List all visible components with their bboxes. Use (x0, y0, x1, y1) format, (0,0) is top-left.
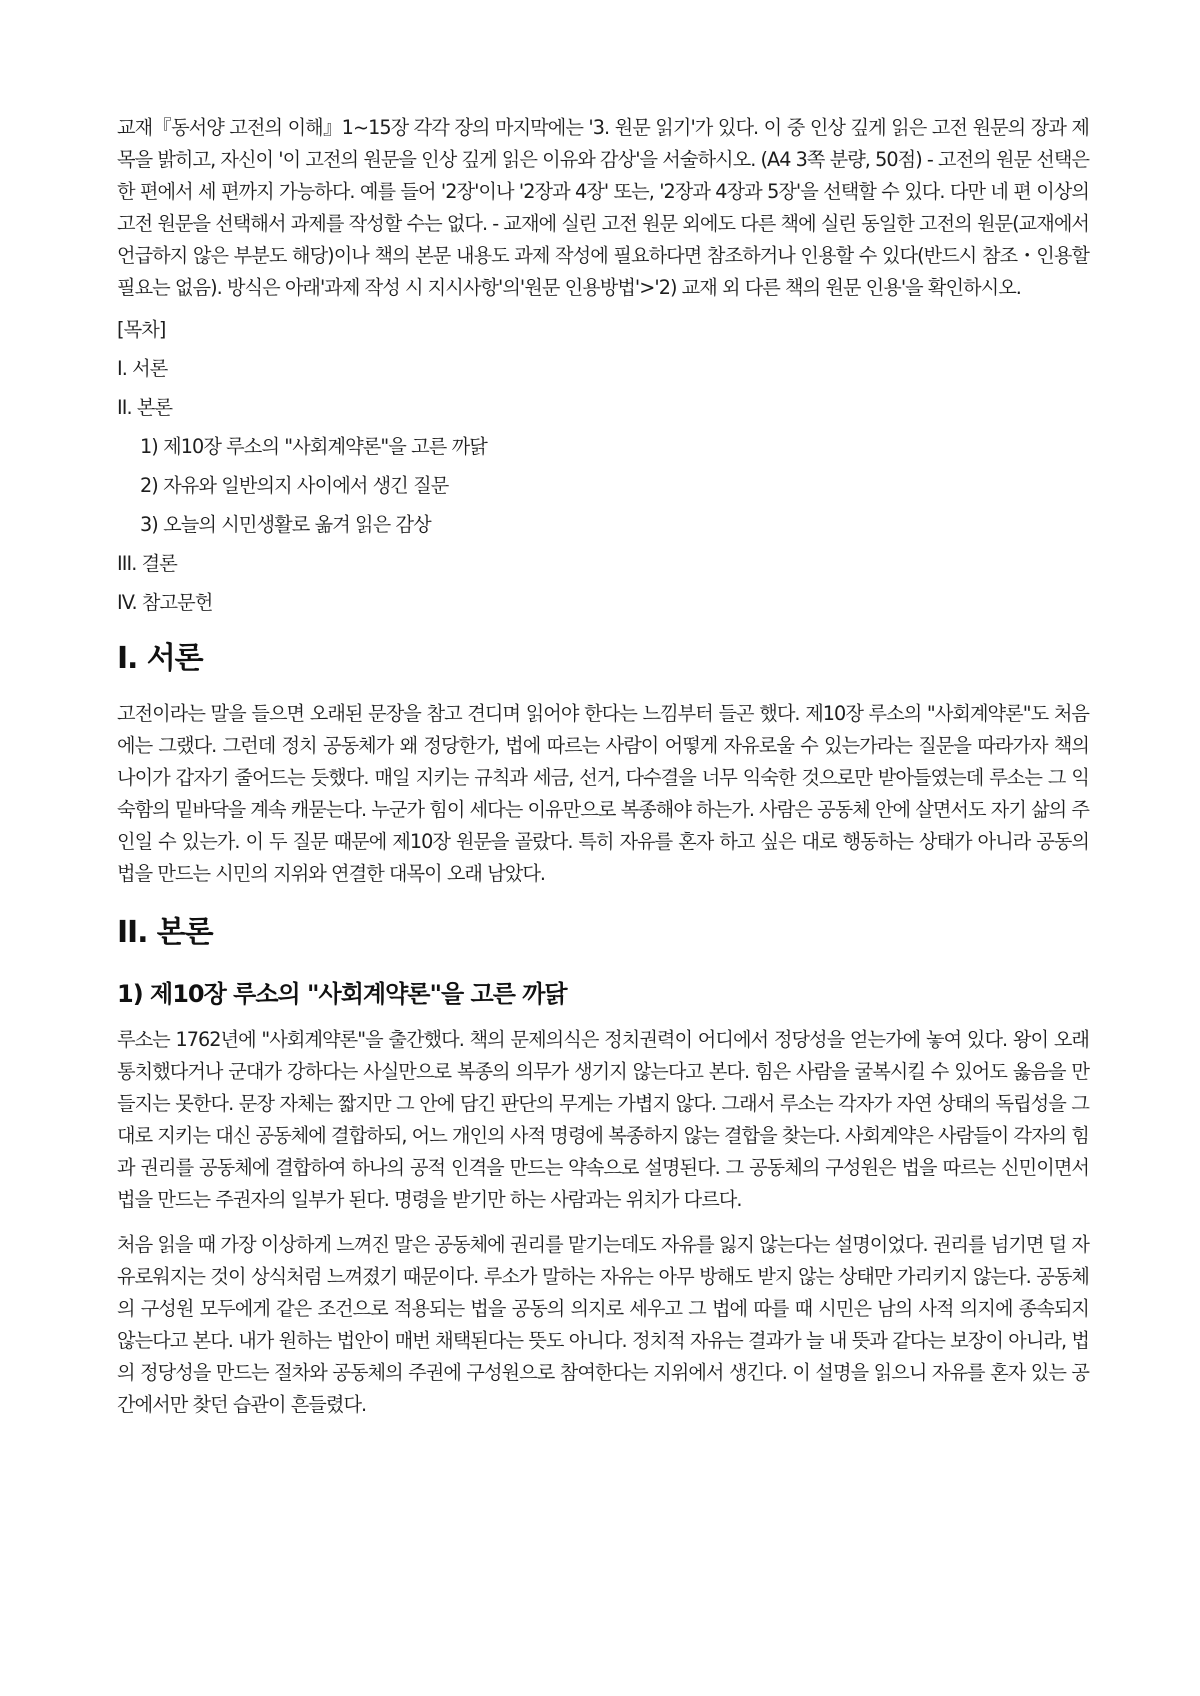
toc-item: IV. 참고문헌 (117, 591, 213, 614)
toc-item: 3) 오늘의 시민생활로 옮겨 읽은 감상 (140, 513, 431, 536)
introduction-paragraph: 고전이라는 말을 들으면 오래된 문장을 참고 견디며 읽어야 한다는 느낌부터 들곤 했다. 제10장 루소의 "사회계약론"도 처음에는 그랬다. 그런데 정치 공동체가 왜 정당한가, 법에 따르는 사람이 어떻게 자유로울 수 있는가라는 질문을 따라가자 책의 나이가 갑자기 줄어드는 듯했다. 매일 지키는 규칙과 세금, 선거, 다수결을 너무 익숙한 것으로만 받아들였는데 루소는 그 익숙함의 밑바닥을 계속 캐묻는다. 누군가 힘이 세다는 이유만으로 복종해야 하는가. 사람은 공동체 안에 살면서도 자기 삶의 주인일 수 있는가. 이 두 질문 때문에 제10장 원문을 골랐다. 특히 자유를 혼자 하고 싶은 대로 행동하는 상태가 아니라 공동의 법을 만드는 시민의 지위와 연결한 대목이 오래 남았다. (117, 702, 1089, 885)
toc-item: 2) 자유와 일반의지 사이에서 생긴 질문 (140, 474, 449, 497)
assignment-instructions: 교재『동서양 고전의 이해』1~15장 각각 장의 마지막에는 '3. 원문 읽기'가 있다. 이 중 인상 깊게 읽은 고전 원문의 장과 제목을 밝히고, 자신이 '이 고전의 원문을 인상 깊게 읽은 이유와 감상'을 서술하시오. (A4 3쪽 분량, 50점) - 고전의 원문 선택은 한 편에서 세 편까지 가능하다. 예를 들어 '2장'이나 '2장과 4장' 또는, '2장과 4장과 5장'을 선택할 수 있다. 다만 네 편 이상의 고전 원문을 선택해서 과제를 작성할 수는 없다. - 교재에 실린 고전 원문 외에도 다른 책에 실린 동일한 고전의 원문(교재에서 언급하지 않은 부분도 해당)이나 책의 본문 내용도 과제 작성에 필요하다면 참조하거나 인용할 수 있다(반드시 참조・인용할 필요는 없음). 방식은 아래'과제 작성 시 지시사항'의'원문 인용방법'>'2) 교재 외 다른 책의 원문 인용'을 확인하시오. (117, 116, 1090, 299)
table-of-contents (117, 317, 1089, 616)
section-heading-introduction: I. 서론 (117, 641, 203, 676)
subsection-heading-1: 1) 제10장 루소의 "사회계약론"을 고른 까닭 (117, 980, 567, 1008)
toc-item: III. 결론 (117, 552, 177, 575)
toc-item: 1) 제10장 루소의 "사회계약론"을 고른 까닭 (140, 435, 487, 458)
toc-item: II. 본론 (117, 396, 173, 419)
section-heading-body: II. 본론 (117, 915, 213, 950)
toc-heading: [목차] (117, 318, 166, 341)
body-paragraph: 루소는 1762년에 "사회계약론"을 출간했다. 책의 문제의식은 정치권력이 어디에서 정당성을 얻는가에 놓여 있다. 왕이 오래 통치했다거나 군대가 강하다는 사실만으로 복종의 의무가 생기지 않는다고 본다. 힘은 사람을 굴복시킬 수 있어도 옳음을 만들지는 못한다. 문장 자체는 짧지만 그 안에 담긴 판단의 무게는 가볍지 않다. 그래서 루소는 각자가 자연 상태의 독립성을 그대로 지키는 대신 공동체에 결합하되, 어느 개인의 사적 명령에 복종하지 않는 결합을 찾는다. 사회계약은 사람들이 각자의 힘과 권리를 공동체에 결합하여 하나의 공적 인격을 만드는 약속으로 설명된다. 그 공동체의 구성원은 법을 따르는 신민이면서 법을 만드는 주권자의 일부가 된다. 명령을 받기만 하는 사람과는 위치가 다르다. (117, 1028, 1089, 1211)
body-paragraph: 처음 읽을 때 가장 이상하게 느껴진 말은 공동체에 권리를 맡기는데도 자유를 잃지 않는다는 설명이었다. 권리를 넘기면 덜 자유로워지는 것이 상식처럼 느껴졌기 때문이다. 루소가 말하는 자유는 아무 방해도 받지 않는 상태만 가리키지 않는다. 공동체의 구성원 모두에게 같은 조건으로 적용되는 법을 공동의 의지로 세우고 그 법에 따를 때 시민은 남의 사적 의지에 종속되지 않는다고 본다. 내가 원하는 법안이 매번 채택된다는 뜻도 아니다. 정치적 자유는 결과가 늘 내 뜻과 같다는 보장이 아니라, 법의 정당성을 만드는 절차와 공동체의 주권에 구성원으로 참여한다는 지위에서 생긴다. 이 설명을 읽으니 자유를 혼자 있는 공간에서만 찾던 습관이 흔들렸다. (117, 1233, 1089, 1416)
toc-item: I. 서론 (117, 357, 168, 380)
